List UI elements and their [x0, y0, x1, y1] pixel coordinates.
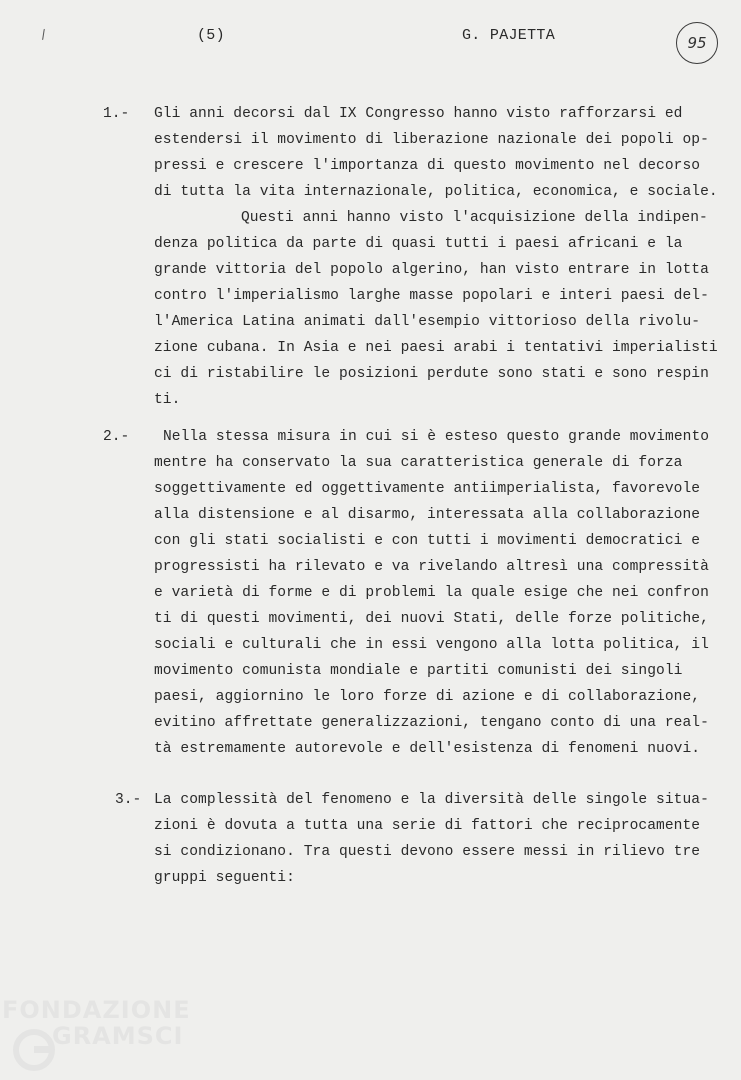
margin-mark: /	[37, 27, 51, 44]
text-line: soggettivamente ed oggettivamente antiimperialista, favorevole	[154, 481, 701, 497]
svg-text:GRAMSCI: GRAMSCI	[52, 1022, 184, 1050]
text-line: gruppi seguenti:	[154, 870, 295, 886]
text-line: l'America Latina animati dall'esempio vittorioso della rivolu-	[154, 314, 701, 330]
text-line: zioni è dovuta a tutta una serie di fattori che reciprocamente	[154, 818, 701, 834]
text-line: con gli stati socialisti e con tutti i movimenti democratici e	[154, 533, 701, 549]
folio-number: 95	[687, 34, 707, 52]
folio-stamp	[676, 22, 718, 64]
fondazione-gramsci-watermark	[0, 992, 200, 1080]
section-number: 2.-	[103, 429, 130, 445]
author-header: G. PAJETTA	[462, 27, 556, 44]
text-line: e varietà di forme e di problemi la quale esige che nei confron	[154, 585, 709, 601]
text-line: La complessità del fenomeno e la diversità delle singole situa-	[154, 792, 709, 808]
text-line: estendersi il movimento di liberazione nazionale dei popoli op-	[154, 132, 709, 148]
text-line: evitino affrettate generalizzazioni, tengano conto di una real-	[154, 715, 709, 731]
text-line: Questi anni hanno visto l'acquisizione della indipen-	[241, 210, 708, 226]
svg-text:FONDAZIONE: FONDAZIONE	[2, 996, 191, 1024]
text-line: ci di ristabilire le posizioni perdute sono stati e sono respin	[154, 366, 709, 382]
text-line: movimento comunista mondiale e partiti comunisti dei singoli	[154, 663, 683, 679]
text-line: si condizionano. Tra questi devono essere messi in rilievo tre	[154, 844, 701, 860]
text-line: di tutta la vita internazionale, politica, economica, e sociale.	[154, 184, 718, 200]
text-line: ti di questi movimenti, dei nuovi Stati, delle forze politiche,	[154, 611, 709, 627]
text-line: contro l'imperialismo larghe masse popolari e interi paesi del-	[154, 288, 709, 304]
section-number: 1.-	[103, 106, 130, 122]
text-line: pressi e crescere l'importanza di questo movimento nel decorso	[154, 158, 701, 174]
section-number: 3.-	[115, 792, 142, 808]
text-line: zione cubana. In Asia e nei paesi arabi i tentativi imperialisti	[154, 340, 718, 356]
text-line: sociali e culturali che in essi vengono alla lotta politica, il	[154, 637, 709, 653]
text-line: ti.	[154, 392, 181, 408]
text-line: mentre ha conservato la sua caratteristica generale di forza	[154, 455, 683, 471]
text-line: Gli anni decorsi dal IX Congresso hanno visto rafforzarsi ed	[154, 106, 683, 122]
text-line: paesi, aggiornino le loro forze di azione e di collaborazione,	[154, 689, 701, 705]
text-line: denza politica da parte di quasi tutti i paesi africani e la	[154, 236, 683, 252]
text-line: tà estremamente autorevole e dell'esistenza di fenomeni nuovi.	[154, 741, 701, 757]
text-line: Nella stessa misura in cui si è esteso questo grande movimento	[163, 429, 710, 445]
text-line: progressisti ha rilevato e va rivelando altresì una compressità	[154, 559, 709, 575]
text-line: grande vittoria del popolo algerino, han visto entrare in lotta	[154, 262, 709, 278]
page-label: (5)	[197, 27, 225, 44]
text-line: alla distensione e al disarmo, interessata alla collaborazione	[154, 507, 701, 523]
